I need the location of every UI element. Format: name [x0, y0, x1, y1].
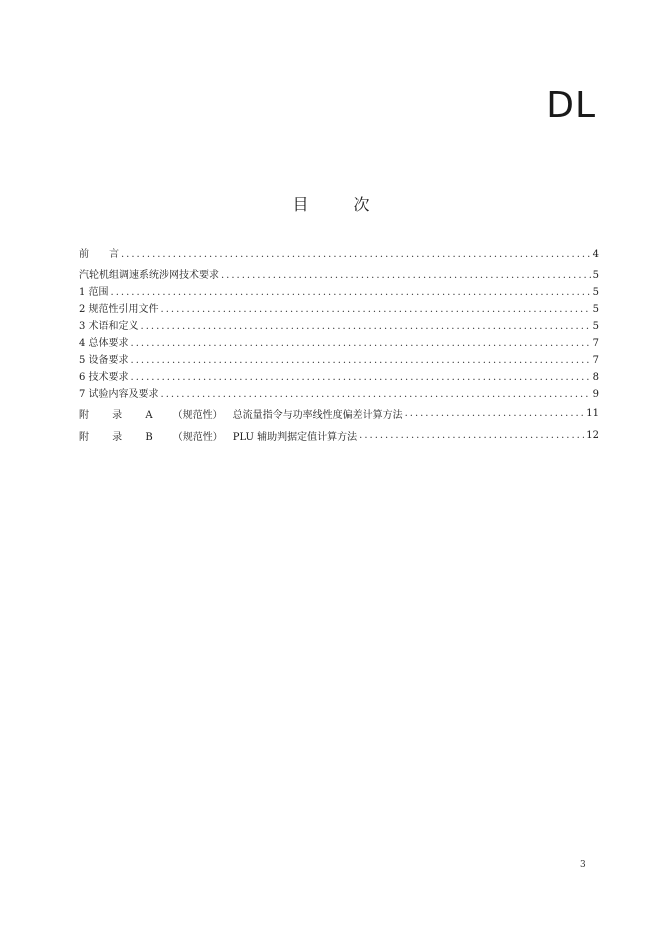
toc-entry-label: 7 试验内容及要求	[79, 389, 159, 400]
appendix-prefix: 附 录 A	[79, 409, 163, 421]
toc-entry-label: 3 术语和定义	[79, 321, 139, 332]
toc-leader-dots	[405, 408, 585, 419]
toc-entry-label: 6 技术要求	[79, 372, 129, 383]
toc-title-char-1: 目	[292, 195, 309, 214]
toc-entry-label	[79, 406, 403, 421]
toc-leader-dots	[131, 372, 591, 383]
toc-entry-main-title[interactable]	[79, 266, 599, 283]
toc-leader-dots	[131, 338, 591, 349]
appendix-type: （规范性）	[172, 431, 223, 443]
toc-entry-label: 5 设备要求	[79, 355, 129, 366]
appendix-title: 总流量指令与功率线性度偏差计算方法	[232, 409, 403, 421]
toc-leader-dots	[141, 321, 591, 332]
toc-entry-page: 7	[592, 338, 599, 349]
page-number: 3	[580, 860, 586, 870]
toc-entry-label: 前 言	[79, 249, 119, 260]
appendix-type: （规范性）	[172, 409, 223, 421]
toc-entry-technical-requirements[interactable]	[79, 368, 599, 385]
table-of-contents	[79, 245, 599, 446]
toc-entry-scope[interactable]	[79, 283, 599, 300]
toc-leader-dots	[161, 304, 591, 315]
toc-entry-label: 1 范围	[79, 287, 109, 298]
toc-entry-terms[interactable]	[79, 317, 599, 334]
toc-entry-page: 12	[586, 429, 599, 441]
toc-leader-dots	[121, 249, 591, 260]
toc-entry-normative-references[interactable]	[79, 300, 599, 317]
toc-entry-label: 4 总体要求	[79, 338, 129, 349]
toc-entry-label: 汽轮机组调速系统涉网技术要求	[79, 270, 219, 281]
toc-title	[0, 192, 662, 215]
appendix-prefix: 附 录 B	[79, 431, 163, 443]
appendix-title: PLU 辅助判据定值计算方法	[232, 431, 358, 443]
toc-entry-page: 5	[592, 270, 599, 281]
toc-entry-appendix-a[interactable]	[79, 402, 599, 424]
toc-entry-page: 11	[586, 407, 599, 419]
toc-entry-page: 5	[592, 304, 599, 315]
toc-entry-equipment-requirements[interactable]	[79, 351, 599, 368]
toc-leader-dots	[359, 430, 584, 441]
toc-entry-appendix-b[interactable]	[79, 424, 599, 446]
toc-entry-page: 8	[592, 372, 599, 383]
toc-leader-dots	[161, 389, 591, 400]
toc-entry-page: 9	[592, 389, 599, 400]
toc-entry-tests[interactable]	[79, 385, 599, 402]
toc-entry-foreword[interactable]	[79, 245, 599, 262]
standard-code: DL	[546, 85, 596, 126]
toc-title-char-2: 次	[353, 195, 370, 214]
toc-entry-label: 2 规范性引用文件	[79, 304, 159, 315]
toc-entry-page: 4	[592, 249, 599, 260]
toc-entry-page: 5	[592, 287, 599, 298]
toc-entry-page: 5	[592, 321, 599, 332]
toc-entry-label	[79, 428, 357, 443]
toc-leader-dots	[111, 287, 591, 298]
toc-leader-dots	[221, 270, 591, 281]
toc-leader-dots	[131, 355, 591, 366]
toc-entry-general-requirements[interactable]	[79, 334, 599, 351]
toc-entry-page: 7	[592, 355, 599, 366]
